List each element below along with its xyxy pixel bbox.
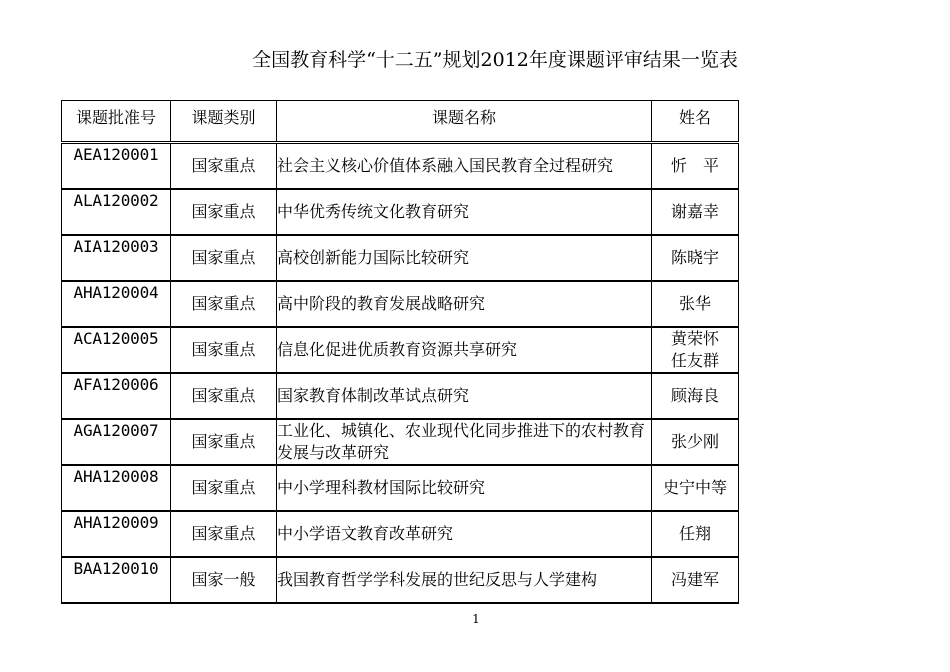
category-cell: 国家重点 (171, 327, 277, 373)
person-name: 任翔 (678, 523, 711, 543)
project-name-cell: 国家教育体制改革试点研究 (277, 373, 652, 419)
person-cell (652, 419, 739, 465)
person-cell (652, 557, 739, 603)
table-row (62, 373, 739, 419)
project-id-cell: ACA120005 (62, 327, 171, 373)
table-row (62, 419, 739, 465)
project-name-cell: 工业化、城镇化、农业现代化同步推进下的农村教育发展与改革研究 (277, 419, 652, 465)
table-row (62, 281, 739, 327)
project-id-cell: AFA120006 (62, 373, 171, 419)
person-name: 冯建军 (670, 569, 719, 589)
project-name-cell: 中小学理科教材国际比较研究 (277, 465, 652, 511)
project-name-cell: 中华优秀传统文化教育研究 (277, 189, 652, 235)
person-cell (652, 373, 739, 419)
header-project-id: 课题批准号 (62, 101, 171, 143)
page-title: 全国教育科学“十二五”规划2012年度课题评审结果一览表 (252, 49, 738, 71)
category-cell: 国家重点 (171, 419, 277, 465)
person-name: 黄荣怀 (670, 328, 719, 348)
category-cell: 国家重点 (171, 281, 277, 327)
project-name-cell: 中小学语文教育改革研究 (277, 511, 652, 557)
category-cell: 国家重点 (171, 189, 277, 235)
person-name: 忻 平 (670, 155, 719, 175)
table-row (62, 327, 739, 373)
project-name-cell: 社会主义核心价值体系融入国民教育全过程研究 (277, 143, 652, 189)
person-name: 张少刚 (670, 431, 719, 451)
table-row (62, 189, 739, 235)
person-name: 史宁中等 (662, 477, 727, 497)
person-cell (652, 511, 739, 557)
project-id-cell: AGA120007 (62, 419, 171, 465)
person-cell (652, 327, 739, 373)
project-id-cell: AHA120008 (62, 465, 171, 511)
table-header-row (62, 101, 739, 143)
category-cell: 国家重点 (171, 235, 277, 281)
table-row (62, 557, 739, 603)
results-table (61, 100, 739, 604)
project-id-cell: AEA120001 (62, 143, 171, 189)
person-cell (652, 281, 739, 327)
project-id-cell: BAA120010 (62, 557, 171, 603)
table-body (62, 143, 739, 603)
person-name: 谢嘉幸 (670, 201, 719, 221)
person-name: 任友群 (670, 350, 719, 370)
person-name: 顾海良 (670, 385, 719, 405)
category-cell: 国家重点 (171, 511, 277, 557)
person-name: 陈晓宇 (670, 247, 719, 267)
project-id-cell: AHA120004 (62, 281, 171, 327)
header-person: 姓名 (652, 101, 739, 143)
table-row (62, 235, 739, 281)
person-name: 张华 (678, 293, 711, 313)
category-cell: 国家重点 (171, 143, 277, 189)
project-id-cell: AIA120003 (62, 235, 171, 281)
project-name-cell: 信息化促进优质教育资源共享研究 (277, 327, 652, 373)
table-row (62, 465, 739, 511)
category-cell: 国家重点 (171, 373, 277, 419)
project-id-cell: ALA120002 (62, 189, 171, 235)
person-cell (652, 235, 739, 281)
header-category: 课题类别 (171, 101, 277, 143)
category-cell: 国家一般 (171, 557, 277, 603)
table-row (62, 511, 739, 557)
project-name-cell: 高中阶段的教育发展战略研究 (277, 281, 652, 327)
header-project-name: 课题名称 (277, 101, 652, 143)
person-cell (652, 189, 739, 235)
project-name-cell: 我国教育哲学学科发展的世纪反思与人学建构 (277, 557, 652, 603)
person-cell (652, 465, 739, 511)
project-name-cell: 高校创新能力国际比较研究 (277, 235, 652, 281)
page-number: 1 (472, 612, 480, 626)
person-cell (652, 143, 739, 189)
category-cell: 国家重点 (171, 465, 277, 511)
table-row (62, 143, 739, 189)
project-id-cell: AHA120009 (62, 511, 171, 557)
